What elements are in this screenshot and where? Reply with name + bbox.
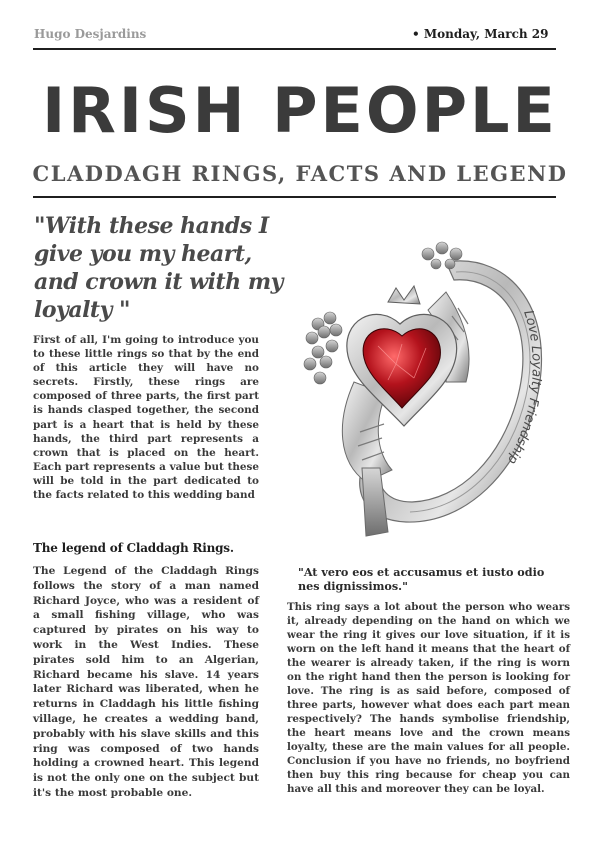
top-rule bbox=[33, 48, 556, 50]
author-name: Hugo Desjardins bbox=[34, 27, 147, 41]
pull-quote: "With these hands I give you my heart, and crown it with my loyalty " bbox=[34, 213, 283, 323]
page-title: IRISH PEOPLE bbox=[42, 74, 558, 147]
title-rule bbox=[33, 196, 556, 198]
legend-paragraph: The Legend of the Claddagh Rings follows the story of a man named Richard Joyce, who was a resident of a small fishing village, who was captured by pirates on his way to work in the West Indies. These pirates sold him to an Algerian, Richard became his slave. 14 years later Richard was liberated, when he returns in Claddagh his little fishing village, he creates a wedding band, probably with his slave skills and this ring was composed of two hands holding a crowned heart. This legend is not the only one on the subject but it's the most probable one. bbox=[33, 565, 259, 799]
page-subtitle: CLADDAGH RINGS, FACTS AND LEGEND bbox=[32, 161, 568, 186]
legend-heading: The legend of Claddagh Rings. bbox=[33, 541, 234, 555]
facts-paragraph: This ring says a lot about the person who wears it, already depending on the hand on which we wear the ring it gives our love situation, if it is worn on the left hand it means that the heart of the wearer is already taken, if the ring is worn on the right hand then the person is looking for love. The ring is as said before, composed of three parts, however what does each part mean respectively? The hands symbolise friendship, the heart means love and the crown means loyalty, these are the main values for all people. Conclusion if you have no friends, no boyfriend then buy this ring because for cheap you can have all this and moreover they can be loyal. bbox=[287, 601, 570, 795]
ring-engraving: Love Loyalty Friendship bbox=[503, 308, 544, 467]
claddagh-ring-image bbox=[296, 232, 566, 552]
issue-date: • Monday, March 29 bbox=[412, 27, 549, 41]
facts-quote: "At vero eos et accusamus et iusto odio nes dignissimos." bbox=[298, 565, 545, 593]
intro-paragraph: First of all, I'm going to introduce you to these little rings so that by the end of this article they will have no secrets. Firstly, these rings are composed of three parts, the first part is hands clasped together, the second part is a heart that is held by these hands, the third part represents a crown that is placed on the heart. Each part represents a value but these will be told in the part dedicated to the facts related to this wedding band bbox=[33, 334, 259, 502]
